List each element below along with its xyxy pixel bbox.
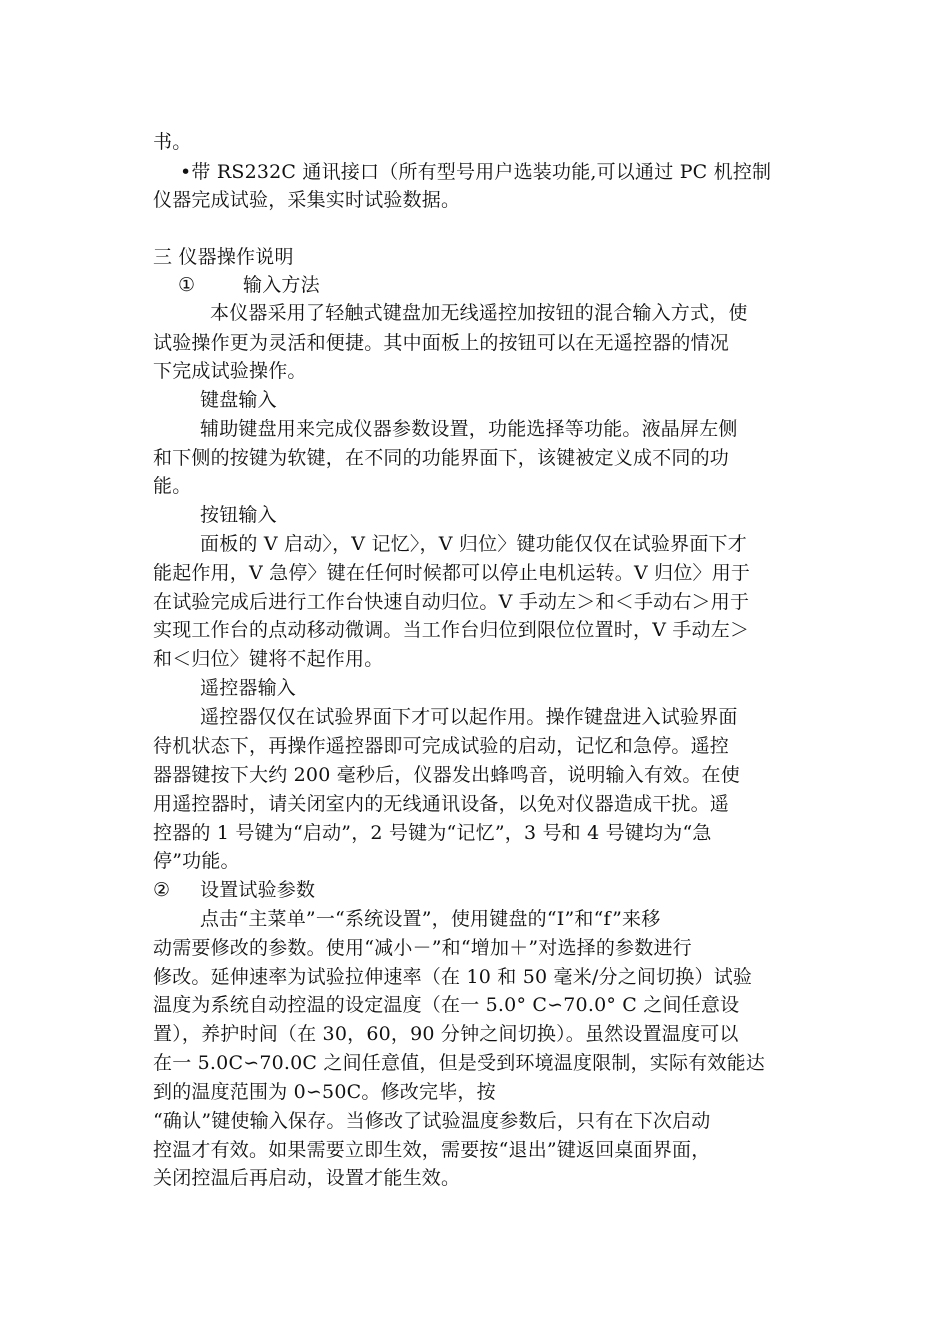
text-line: 控器的 1 号键为“启动”，2 号键为“记忆”，3 号和 4 号键均为“急 (153, 822, 712, 844)
text-line: 修改。延伸速率为试验拉伸速率（在 10 和 50 毫米/分之间切换）试验 (153, 966, 753, 988)
subheading: 按钮输入 (200, 504, 277, 526)
list-marker: ① (178, 274, 196, 296)
bullet-line: •带 RS232C 通讯接口（所有型号用户选装功能,可以通过 PC 机控制 (180, 161, 772, 183)
text-line: 能。 (153, 475, 192, 497)
text-line: 点击“主菜单”一“系统设置”，使用键盘的“I”和“f”来移 (200, 908, 661, 930)
text-line: 在试验完成后进行工作台快速自动归位。V 手动左＞和＜手动右＞用于 (153, 591, 750, 613)
text-line: 下完成试验操作。 (153, 360, 307, 382)
text-line: 面板的 V 启动〉，V 记忆〉，V 归位〉键功能仅仅在试验界面下才 (200, 533, 747, 555)
subheading: 遥控器输入 (200, 677, 297, 699)
text-line: 温度为系统自动控温的设定温度（在一 5.0° C∽70.0° C 之间任意设 (153, 994, 740, 1016)
text-line: 关闭控温后再启动，设置才能生效。 (153, 1167, 461, 1189)
text-line: 在一 5.0C∽70.0C 之间任意值，但是受到环境温度限制，实际有效能达 (153, 1052, 765, 1074)
text-line: 仪器完成试验，采集实时试验数据。 (153, 189, 461, 211)
subsection-title: 输入方法 (243, 274, 320, 296)
text-line: 辅助键盘用来完成仪器参数设置，功能选择等功能。液晶屏左侧 (200, 418, 738, 440)
section-heading: 三 仪器操作说明 (153, 246, 294, 268)
text-line: 和下侧的按键为软键，在不同的功能界面下，该键被定义成不同的功 (153, 447, 730, 469)
subsection-title: 设置试验参数 (200, 879, 316, 901)
text-line: 书。 (153, 131, 192, 153)
text-line: 本仪器采用了轻触式键盘加无线遥控加按钮的混合输入方式，使 (210, 302, 748, 324)
text-line: 停”功能。 (153, 850, 240, 872)
text-line: 置），养护时间（在 30，60，90 分钟之间切换）。虽然设置温度可以 (153, 1023, 739, 1045)
text-line: 器器键按下大约 200 毫秒后，仪器发出蜂鸣音，说明输入有效。在使 (153, 764, 740, 786)
text-line: 和＜归位〉键将不起作用。 (153, 648, 384, 670)
text-line: 到的温度范围为 0∽50C。修改完毕，按 (153, 1081, 496, 1103)
text-line: 能起作用，V 急停〉键在任何时候都可以停止电机运转。V 归位〉用于 (153, 562, 751, 584)
text-line: 动需要修改的参数。使用“减小－”和“增加＋”对选择的参数进行 (153, 937, 692, 959)
text-line: 待机状态下，再操作遥控器即可完成试验的启动，记忆和急停。遥控 (153, 735, 730, 757)
subheading: 键盘输入 (200, 389, 277, 411)
text-line: “确认”键使输入保存。当修改了试验温度参数后，只有在下次启动 (153, 1110, 711, 1132)
text-line: 试验操作更为灵活和便捷。其中面板上的按钮可以在无遥控器的情况 (153, 332, 730, 354)
text-line: 实现工作台的点动移动微调。当工作台归位到限位位置时，V 手动左＞ (153, 619, 750, 641)
text-line: 用遥控器时，请关闭室内的无线通讯设备，以免对仪器造成干扰。遥 (153, 793, 730, 815)
text-line: 控温才有效。如果需要立即生效，需要按“退出”键返回桌面界面， (153, 1139, 711, 1161)
text-line: 遥控器仅仅在试验界面下才可以起作用。操作键盘进入试验界面 (200, 706, 738, 728)
list-marker: ② (153, 879, 171, 901)
